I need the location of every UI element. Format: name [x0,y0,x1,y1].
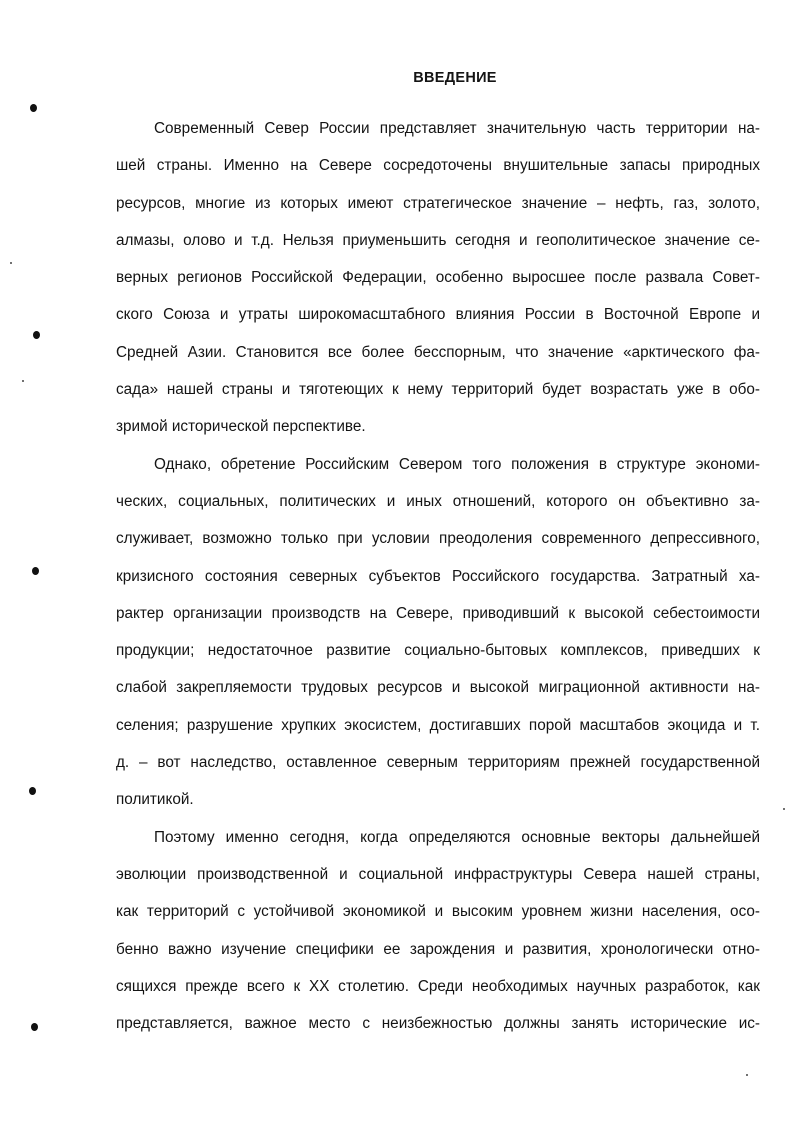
punch-hole-mark [32,567,39,575]
paragraph-3 [116,819,760,1043]
text-line: представляется, важное место с неизбежностью должны занять исторические ис- [116,1015,760,1033]
text-line: эволюции производственной и социальной инфраструктуры Севера нашей страны, [116,865,760,883]
text-line: рактер организации производств на Севере, приводивший к высокой себестоимости [116,604,760,622]
text-line: д. – вот наследство, оставленное северным территориям прежней государственной [116,754,760,772]
text-line: зримой исторической перспективе. [116,418,366,436]
text-line: верных регионов Российской Федерации, особенно выросшее после развала Совет- [116,269,760,287]
scan-speck [746,1074,748,1076]
text-line: ресурсов, многие из которых имеют стратегическое значение – нефть, газ, золото, [116,194,760,212]
scan-speck [10,262,12,264]
text-line: кризисного состояния северных субъектов Российского государства. Затратный ха- [116,567,760,585]
text-line: Средней Азии. Становится все более бесспорным, что значение «арктического фа- [116,343,760,361]
text-line: продукции; недостаточное развитие социально-бытовых комплексов, приведших к [116,642,760,660]
paragraph-1 [116,110,760,446]
paragraph-2 [116,446,760,819]
text-line: слабой закрепляемости трудовых ресурсов и высокой миграционной активности на- [116,679,760,697]
text-line: политикой. [116,791,194,809]
document-title: ВВЕДЕНИЕ [413,70,497,86]
text-line: шей страны. Именно на Севере сосредоточены внушительные запасы природных [116,157,760,175]
scan-speck [22,380,24,382]
punch-hole-mark [30,104,37,112]
text-line: как территорий с устойчивой экономикой и высоким уровнем жизни населения, осо- [116,903,760,921]
text-line: ческих, социальных, политических и иных отношений, которого он объективно за- [116,492,760,510]
punch-hole-mark [33,331,40,339]
text-line: Однако, обретение Российским Севером того положения в структуре экономи- [154,455,760,473]
scan-speck [783,808,785,810]
document-body [116,110,760,1042]
text-line: алмазы, олово и т.д. Нельзя приуменьшить сегодня и геополитическое значение се- [116,231,760,249]
text-line: Современный Север России представляет значительную часть территории на- [154,120,760,137]
punch-hole-mark [29,787,36,795]
text-line: сящихся прежде всего к XX столетию. Среди необходимых научных разработок, как [116,977,760,995]
text-line: Поэтому именно сегодня, когда определяются основные векторы дальнейшей [154,828,760,846]
text-line: ского Союза и утраты широкомасштабного влияния России в Восточной Европе и [116,306,760,324]
punch-hole-mark [31,1023,38,1031]
text-line: служивает, возможно только при условии преодоления современного депрессивного, [116,530,760,548]
text-line: сада» нашей страны и тяготеющих к нему территорий будет возрастать уже в обо- [116,381,760,399]
text-line: селения; разрушение хрупких экосистем, достигавших порой масштабов экоцида и т. [116,716,760,734]
text-line: бенно важно изучение специфики ее зарождения и развития, хронологически отно- [116,940,760,958]
